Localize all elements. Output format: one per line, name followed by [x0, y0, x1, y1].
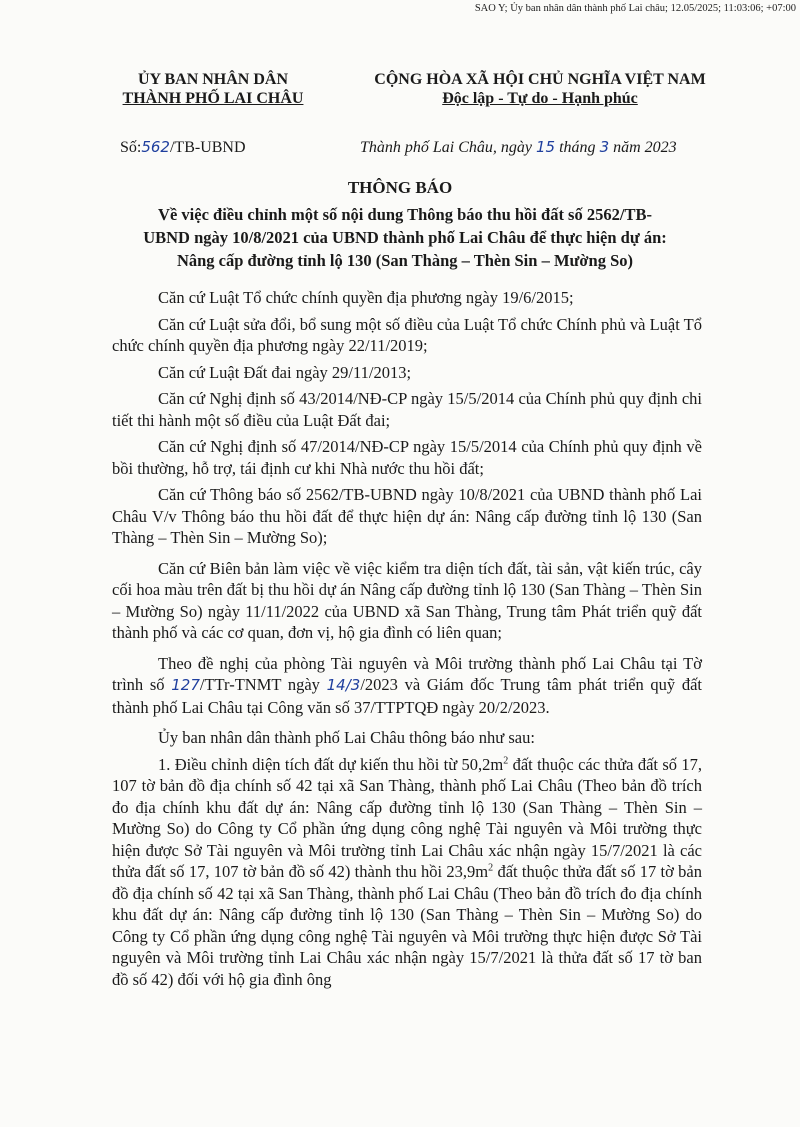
paragraph-legal-basis-6: Căn cứ Thông báo số 2562/TB-UBND ngày 10/8/2021 của UBND thành phố Lai Châu V/v Thông báo thu hồi đất để thực hiện dự án: Nâng cấp đường tỉnh lộ 130 (San Thàng – Thèn Sin – Mường So);	[112, 485, 702, 547]
number-prefix: Số:	[120, 139, 142, 156]
date-prefix: Thành phố Lai Châu, ngày	[360, 139, 533, 156]
digital-copy-stamp: SAO Y; Ủy ban nhân dân thành phố Lai châu; 12.05/2025; 11:03:06; +07:00	[474, 3, 796, 14]
document-title: THÔNG BÁO	[347, 178, 453, 197]
paragraph-legal-basis-4: Căn cứ Nghị định số 43/2014/NĐ-CP ngày 15/5/2014 của Chính phủ quy định chi tiết thi hành một số điều của Luật Đất đai;	[112, 389, 702, 430]
superscript-2: 2	[503, 755, 509, 766]
date-year: năm 2023	[613, 139, 677, 156]
paragraph-legal-basis-1: Căn cứ Luật Tổ chức chính quyền địa phương ngày 19/6/2015;	[158, 288, 574, 307]
subject-line-1: Về việc điều chỉnh một số nội dung Thông báo thu hồi đất số 2562/TB-	[158, 205, 652, 224]
document-number	[120, 138, 246, 157]
document-body	[112, 287, 702, 999]
date-month-label: tháng	[559, 139, 596, 156]
subject-line-3: Nâng cấp đường tỉnh lộ 130 (San Thàng – Thèn Sin – Mường So)	[176, 251, 634, 270]
paragraph-announcement: Ủy ban nhân dân thành phố Lai Châu thông báo như sau:	[158, 728, 535, 747]
paragraph-item-1	[112, 754, 702, 991]
national-motto: Độc lập - Tự do - Hạnh phúc	[442, 90, 638, 107]
handwritten-number: 562	[141, 138, 170, 156]
superscript-2: 2	[488, 862, 494, 874]
issuing-organization	[88, 70, 338, 108]
handwritten-submission-number: 127	[171, 676, 200, 694]
proposal-text-a: Theo đề nghị của phòng Tài nguyên và Môi trường thành phố Lai Châu tại Tờ trình số	[112, 653, 702, 694]
number-suffix: /TB-UBND	[169, 139, 246, 156]
handwritten-month: 3	[599, 138, 610, 156]
paragraph-proposal	[112, 653, 702, 719]
document-date	[360, 138, 677, 157]
nation-name: CỘNG HÒA XÃ HỘI CHỦ NGHĨA VIỆT NAM	[374, 71, 706, 88]
org-line-1: ỦY BAN NHÂN DÂN	[137, 71, 289, 88]
item1-text-c: đất thuộc thửa đất số 17 tờ bản đồ địa chính số 42 tại xã San Thàng, thành phố Lai Châu (Theo bản đồ trích đo địa chính khu đất dự án: Nâng cấp đường tỉnh lộ 130 (San Thàng – Thèn Sin – Mường So) do Công ty Cổ phần ứng dụng công nghệ Tài nguyên và Môi trường thực hiện được Sở Tài nguyên và Môi trường tỉnh Lai Châu xác nhận ngày 15/7/2021 là thửa đất số 17 tờ ban đồ số 42) đối với hộ gia đình ông	[112, 862, 702, 989]
paragraph-legal-basis-5: Căn cứ Nghị định số 47/2014/NĐ-CP ngày 15/5/2014 của Chính phủ quy định về bồi thường, hỗ trợ, tái định cư khi Nhà nước thu hồi đất;	[112, 437, 702, 478]
document-subject	[110, 203, 700, 272]
proposal-text-b: /TTr-TNMT ngày	[199, 675, 320, 694]
paragraph-legal-basis-3: Căn cứ Luật Đất đai ngày 29/11/2013;	[158, 362, 412, 382]
item1-text-b: đất thuộc các thửa đất số 17, 107 tờ bản đồ địa chính số 42 tại xã San Thàng, thành phố Lai Châu (Theo bản đồ trích đo địa chính khu đất dự án: Nâng cấp đường tỉnh lộ 130 (San Thàng – Thèn Sin – Mường So) do Công ty Cổ phần ứng dụng công nghệ Tài nguyên và Môi trường thực hiện được Sở Tài nguyên và Môi trường tỉnh Lai Châu xác nhận ngày 15/7/2021 là các thửa đất số 17, 107 tờ bản đồ số 42) thành thu hồi 23,9m	[112, 754, 702, 881]
paragraph-legal-basis-2: Căn cứ Luật sửa đổi, bổ sung một số điều của Luật Tổ chức Chính phủ và Luật Tổ chức chính quyền địa phương ngày 22/11/2019;	[112, 314, 702, 355]
paragraph-legal-basis-7: Căn cứ Biên bản làm việc về việc kiểm tra diện tích đất, tài sản, vật kiến trúc, cây cối hoa màu trên đất bị thu hồi dự án Nâng cấp đường tỉnh lộ 130 (San Thàng – Thèn Sin – Mường So) ngày 11/11/2022 của UBND xã San Thàng, Trung tâm Phát triển quỹ đất thành phố và các cơ quan, đơn vị, hộ gia đình có liên quan;	[112, 558, 702, 642]
handwritten-submission-date: 14/3	[326, 676, 361, 694]
handwritten-day: 15	[536, 138, 556, 156]
org-line-2: THÀNH PHỐ LAI CHÂU	[122, 90, 304, 107]
item1-text-a: 1. Điều chỉnh diện tích đất dự kiến thu hồi từ 50,2m	[158, 754, 504, 774]
national-header	[330, 70, 750, 108]
subject-line-2: UBND ngày 10/8/2021 của UBND thành phố Lai Châu để thực hiện dự án:	[143, 228, 667, 247]
proposal-text-c: /2023 và Giám đốc Trung tâm phát triển quỹ đất thành phố Lai Châu tại Công văn số 37/TTPTQĐ ngày 20/2/2023.	[112, 675, 703, 717]
